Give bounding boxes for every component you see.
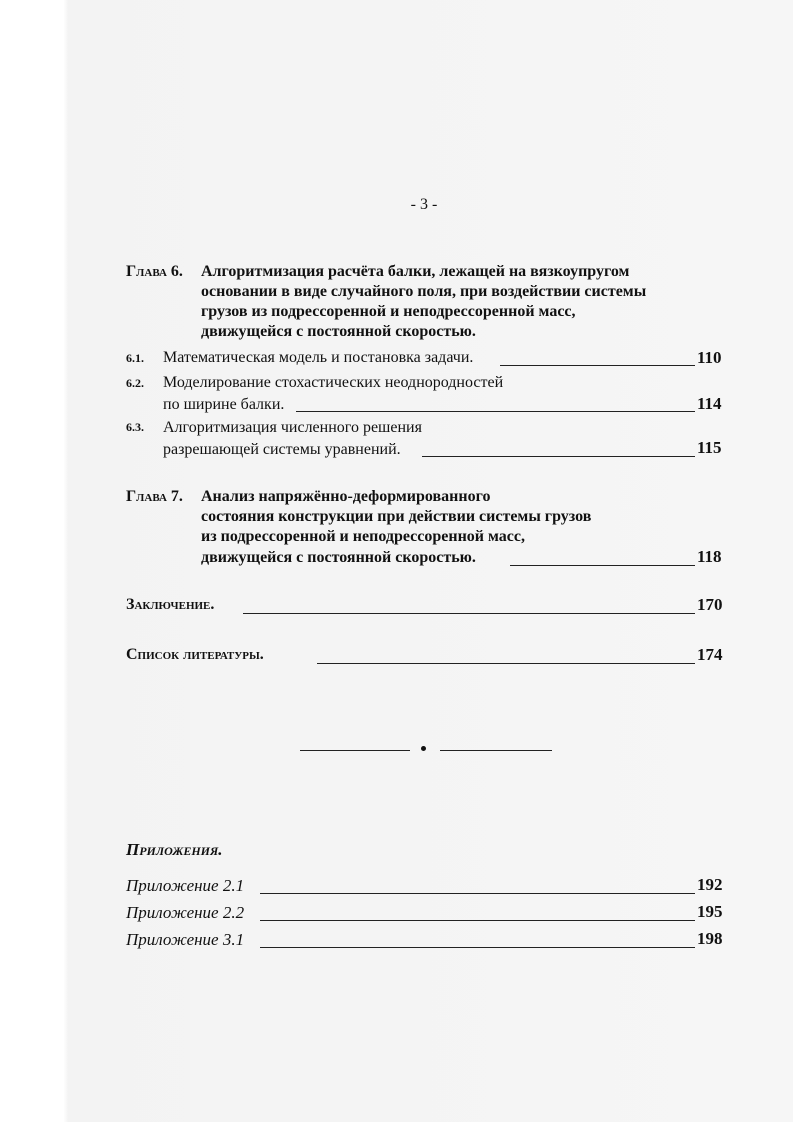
chapter7-title-line-2: состояния конструкции при действии системы грузов bbox=[201, 508, 592, 525]
section-6-3-title-line-1: Алгоритмизация численного решения bbox=[163, 419, 422, 436]
conclusion-leader bbox=[243, 613, 695, 614]
section-6-1-number: 6.1. bbox=[126, 351, 144, 365]
divider-line-left bbox=[300, 750, 410, 751]
chapter7-page: 118 bbox=[697, 547, 722, 566]
appendix-2-1-page: 192 bbox=[697, 875, 723, 894]
chapter7-label: Глава 7. bbox=[126, 488, 183, 505]
appendix-2-2-leader bbox=[260, 920, 695, 921]
section-6-2-leader bbox=[296, 411, 695, 412]
section-6-3-title-line-2: разрешающей системы уравнений. bbox=[163, 441, 401, 458]
section-6-2-title-line-2: по ширине балки. bbox=[163, 396, 285, 413]
page-number: - 3 - bbox=[410, 196, 438, 213]
appendix-3-1-leader bbox=[260, 947, 695, 948]
references-label: Список литературы. bbox=[126, 646, 264, 663]
conclusion-label: Заключение. bbox=[126, 596, 215, 613]
section-6-1-page: 110 bbox=[697, 348, 722, 367]
chapter7-leader bbox=[510, 565, 695, 566]
section-6-2-number: 6.2. bbox=[126, 376, 144, 390]
chapter7-title-line-1: Анализ напряжённо-деформированного bbox=[201, 488, 491, 505]
divider-line-right bbox=[440, 750, 552, 751]
section-6-3-page: 115 bbox=[697, 438, 722, 457]
appendix-3-1-page: 198 bbox=[697, 929, 723, 948]
chapter7-title-line-3: из подрессоренной и неподрессоренной масс, bbox=[201, 528, 525, 545]
chapter6-title-line-2: основании в виде случайного поля, при воздействии системы bbox=[201, 283, 647, 300]
chapter6-label: Глава 6. bbox=[126, 263, 183, 280]
appendix-2-1-label: Приложение 2.1 bbox=[126, 876, 245, 895]
section-6-1-title: Математическая модель и постановка задачи. bbox=[163, 349, 474, 366]
section-6-3-number: 6.3. bbox=[126, 420, 144, 434]
section-6-2-title-line-1: Моделирование стохастических неоднородностей bbox=[163, 374, 504, 391]
appendices-heading: Приложения. bbox=[126, 840, 223, 859]
references-page: 174 bbox=[697, 645, 723, 664]
chapter7-title-line-4: движущейся с постоянной скоростью. bbox=[201, 549, 476, 566]
section-6-2-page: 114 bbox=[697, 394, 722, 413]
divider-dot bbox=[421, 746, 426, 751]
references-leader bbox=[317, 663, 695, 664]
appendix-2-2-label: Приложение 2.2 bbox=[126, 903, 245, 922]
conclusion-page: 170 bbox=[697, 595, 723, 614]
section-6-3-leader bbox=[422, 456, 695, 457]
section-6-1-leader bbox=[500, 365, 695, 366]
chapter6-title-line-4: движущейся с постоянной скоростью. bbox=[201, 323, 476, 340]
chapter6-title-line-1: Алгоритмизация расчёта балки, лежащей на вязкоупругом bbox=[201, 263, 630, 280]
appendix-2-1-leader bbox=[260, 893, 695, 894]
chapter6-title-line-3: грузов из подрессоренной и неподрессоренной масс, bbox=[201, 303, 576, 320]
appendix-3-1-label: Приложение 3.1 bbox=[126, 930, 245, 949]
appendix-2-2-page: 195 bbox=[697, 902, 723, 921]
